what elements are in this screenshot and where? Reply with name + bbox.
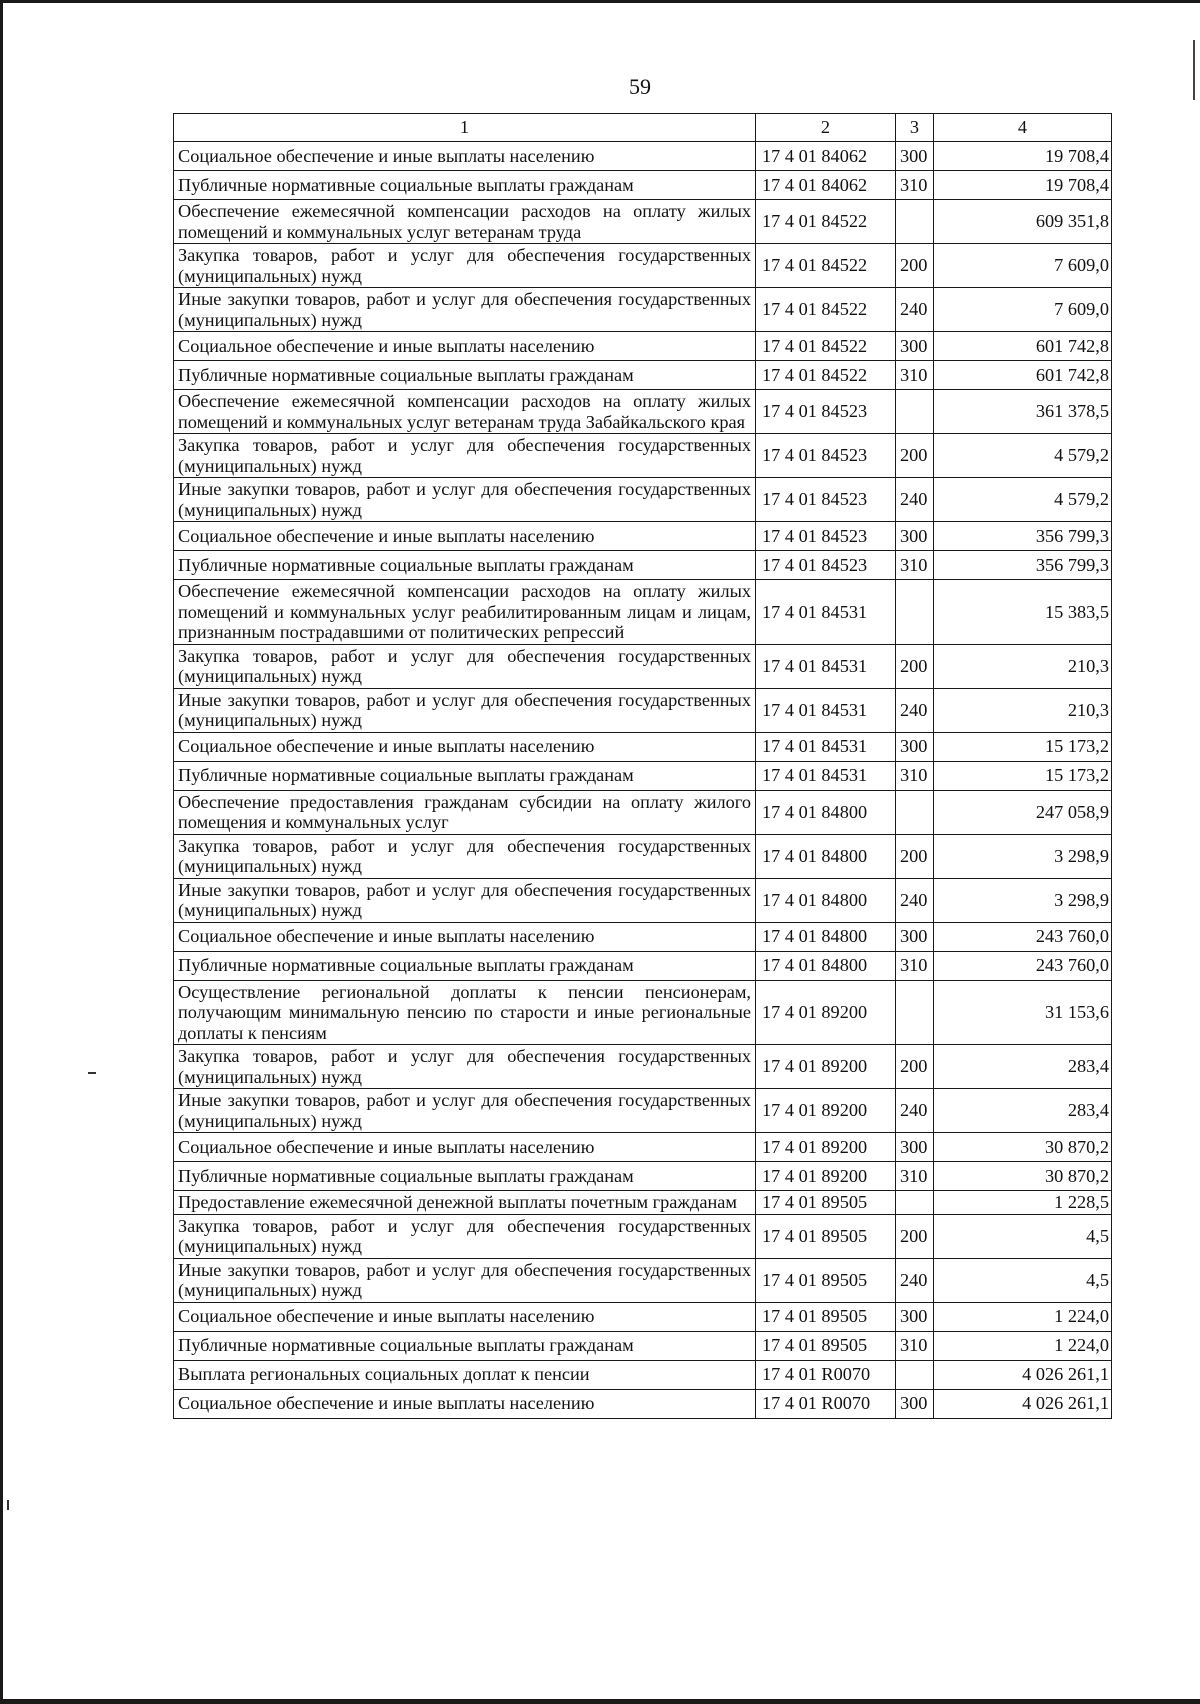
row-type-cell: 300 [896, 922, 934, 951]
row-name-cell: Публичные нормативные социальные выплаты гражданам [174, 361, 756, 390]
row-sum-cell: 210,3 [934, 688, 1112, 732]
row-sum-cell: 601 742,8 [934, 332, 1112, 361]
row-name-cell: Социальное обеспечение и иные выплаты населению [174, 332, 756, 361]
row-code-cell: 17 4 01 84800 [756, 878, 896, 922]
row-name-cell: Публичные нормативные социальные выплаты гражданам [174, 1331, 756, 1360]
row-sum-cell: 609 351,8 [934, 200, 1112, 244]
table-row [174, 200, 1112, 244]
table-row [174, 1162, 1112, 1191]
row-name-cell: Социальное обеспечение и иные выплаты населению [174, 1133, 756, 1162]
row-type-cell: 300 [896, 1133, 934, 1162]
row-sum-cell: 4 579,2 [934, 478, 1112, 522]
row-type-cell: 300 [896, 332, 934, 361]
row-code-cell: 17 4 01 84523 [756, 390, 896, 434]
row-name-cell: Социальное обеспечение и иные выплаты населению [174, 1389, 756, 1418]
row-name-cell: Обеспечение ежемесячной компенсации расходов на оплату жилых помещений и коммунальных услуг ветеранам труда [174, 200, 756, 244]
table-row [174, 288, 1112, 332]
row-sum-cell: 30 870,2 [934, 1133, 1112, 1162]
row-sum-cell: 15 173,2 [934, 732, 1112, 761]
row-code-cell: 17 4 01 84800 [756, 834, 896, 878]
row-sum-cell: 7 609,0 [934, 244, 1112, 288]
table-header [174, 114, 1112, 142]
row-type-cell: 200 [896, 434, 934, 478]
table-row [174, 244, 1112, 288]
table-row [174, 1302, 1112, 1331]
table-row [174, 434, 1112, 478]
row-name-cell: Обеспечение ежемесячной компенсации расходов на оплату жилых помещений и коммунальных услуг реабилитированным лицам и лицам, признанным пострадавшими от политических репрессий [174, 580, 756, 645]
row-sum-cell: 1 224,0 [934, 1302, 1112, 1331]
row-code-cell: 17 4 01 89505 [756, 1302, 896, 1331]
row-code-cell: 17 4 01 R0070 [756, 1389, 896, 1418]
row-type-cell: 310 [896, 171, 934, 200]
row-name-cell: Иные закупки товаров, работ и услуг для обеспечения государственных (муниципальных) нужд [174, 1089, 756, 1133]
row-sum-cell: 4 026 261,1 [934, 1389, 1112, 1418]
row-name-cell: Социальное обеспечение и иные выплаты населению [174, 1302, 756, 1331]
row-type-cell: 310 [896, 1162, 934, 1191]
scan-artifact-mark [7, 1500, 9, 1510]
table-row [174, 688, 1112, 732]
table-row [174, 1089, 1112, 1133]
table-row [174, 361, 1112, 390]
row-name-cell: Иные закупки товаров, работ и услуг для обеспечения государственных (муниципальных) нужд [174, 1258, 756, 1302]
row-sum-cell: 4 026 261,1 [934, 1360, 1112, 1389]
row-code-cell: 17 4 01 84800 [756, 790, 896, 834]
table-row [174, 1389, 1112, 1418]
table-row [174, 1045, 1112, 1089]
row-type-cell: 300 [896, 732, 934, 761]
scan-border-bottom [0, 1699, 1200, 1704]
row-type-cell: 200 [896, 644, 934, 688]
row-code-cell: 17 4 01 89200 [756, 1089, 896, 1133]
table-row [174, 834, 1112, 878]
row-code-cell: 17 4 01 84522 [756, 332, 896, 361]
scan-border-left [0, 0, 3, 1704]
row-type-cell: 200 [896, 834, 934, 878]
table-row [174, 732, 1112, 761]
row-name-cell: Закупка товаров, работ и услуг для обеспечения государственных (муниципальных) нужд [174, 1214, 756, 1258]
table-row [174, 171, 1112, 200]
row-name-cell: Социальное обеспечение и иные выплаты населению [174, 922, 756, 951]
row-type-cell: 200 [896, 244, 934, 288]
row-code-cell: 17 4 01 89505 [756, 1214, 896, 1258]
row-name-cell: Социальное обеспечение и иные выплаты населению [174, 142, 756, 171]
row-type-cell: 240 [896, 878, 934, 922]
row-name-cell: Предоставление ежемесячной денежной выплаты почетным гражданам [174, 1191, 756, 1215]
table-row [174, 551, 1112, 580]
row-code-cell: 17 4 01 84522 [756, 200, 896, 244]
table-row [174, 951, 1112, 980]
row-type-cell [896, 1191, 934, 1215]
table-row [174, 761, 1112, 790]
row-code-cell: 17 4 01 84531 [756, 761, 896, 790]
budget-table [173, 113, 1112, 1419]
row-name-cell: Закупка товаров, работ и услуг для обеспечения государственных (муниципальных) нужд [174, 434, 756, 478]
row-sum-cell: 283,4 [934, 1089, 1112, 1133]
row-type-cell: 310 [896, 1331, 934, 1360]
row-name-cell: Закупка товаров, работ и услуг для обеспечения государственных (муниципальных) нужд [174, 834, 756, 878]
row-sum-cell: 1 228,5 [934, 1191, 1112, 1215]
row-code-cell: 17 4 01 84522 [756, 244, 896, 288]
row-code-cell: 17 4 01 84522 [756, 361, 896, 390]
page-number: 59 [629, 74, 651, 99]
table-row [174, 580, 1112, 645]
row-sum-cell: 601 742,8 [934, 361, 1112, 390]
table-body [174, 142, 1112, 1419]
row-type-cell [896, 580, 934, 645]
row-code-cell: 17 4 01 89505 [756, 1191, 896, 1215]
table-row [174, 522, 1112, 551]
row-type-cell: 240 [896, 688, 934, 732]
row-code-cell: 17 4 01 89200 [756, 980, 896, 1045]
row-code-cell: 17 4 01 89505 [756, 1331, 896, 1360]
table-row [174, 1258, 1112, 1302]
table-row [174, 922, 1112, 951]
row-code-cell: 17 4 01 89200 [756, 1045, 896, 1089]
row-code-cell: 17 4 01 84062 [756, 142, 896, 171]
row-type-cell [896, 980, 934, 1045]
row-name-cell: Закупка товаров, работ и услуг для обеспечения государственных (муниципальных) нужд [174, 244, 756, 288]
row-code-cell: 17 4 01 84062 [756, 171, 896, 200]
row-code-cell: 17 4 01 84800 [756, 922, 896, 951]
row-type-cell: 300 [896, 522, 934, 551]
row-code-cell: 17 4 01 84523 [756, 522, 896, 551]
row-name-cell: Публичные нормативные социальные выплаты гражданам [174, 1162, 756, 1191]
row-name-cell: Иные закупки товаров, работ и услуг для обеспечения государственных (муниципальных) нужд [174, 288, 756, 332]
table-row [174, 980, 1112, 1045]
row-sum-cell: 4,5 [934, 1214, 1112, 1258]
row-name-cell: Обеспечение предоставления гражданам субсидии на оплату жилого помещения и коммунальных услуг [174, 790, 756, 834]
table-row [174, 1191, 1112, 1215]
row-sum-cell: 19 708,4 [934, 171, 1112, 200]
row-type-cell: 310 [896, 951, 934, 980]
row-type-cell: 300 [896, 142, 934, 171]
header-cell-name: 1 [174, 114, 756, 142]
table-row [174, 644, 1112, 688]
table-row [174, 878, 1112, 922]
row-type-cell: 310 [896, 551, 934, 580]
row-code-cell: 17 4 01 84523 [756, 551, 896, 580]
row-name-cell: Выплата региональных социальных доплат к пенсии [174, 1360, 756, 1389]
row-sum-cell: 356 799,3 [934, 522, 1112, 551]
table-row [174, 332, 1112, 361]
row-sum-cell: 210,3 [934, 644, 1112, 688]
table-row [174, 1331, 1112, 1360]
row-type-cell: 240 [896, 288, 934, 332]
row-sum-cell: 3 298,9 [934, 834, 1112, 878]
scan-artifact-mark [88, 1072, 96, 1074]
row-sum-cell: 247 058,9 [934, 790, 1112, 834]
row-name-cell: Иные закупки товаров, работ и услуг для обеспечения государственных (муниципальных) нужд [174, 688, 756, 732]
row-type-cell: 200 [896, 1045, 934, 1089]
row-sum-cell: 361 378,5 [934, 390, 1112, 434]
header-cell-sum: 4 [934, 114, 1112, 142]
row-type-cell: 200 [896, 1214, 934, 1258]
row-sum-cell: 31 153,6 [934, 980, 1112, 1045]
table-row [174, 1133, 1112, 1162]
scan-border-top [0, 0, 1200, 3]
row-name-cell: Осуществление региональной доплаты к пенсии пенсионерам, получающим минимальную пенсию по старости и иные региональные доплаты к пенсиям [174, 980, 756, 1045]
header-row [174, 114, 1112, 142]
row-name-cell: Социальное обеспечение и иные выплаты населению [174, 522, 756, 551]
row-sum-cell: 30 870,2 [934, 1162, 1112, 1191]
row-sum-cell: 3 298,9 [934, 878, 1112, 922]
row-name-cell: Публичные нормативные социальные выплаты гражданам [174, 951, 756, 980]
row-sum-cell: 243 760,0 [934, 951, 1112, 980]
row-code-cell: 17 4 01 84531 [756, 644, 896, 688]
row-sum-cell: 243 760,0 [934, 922, 1112, 951]
row-sum-cell: 1 224,0 [934, 1331, 1112, 1360]
row-sum-cell: 283,4 [934, 1045, 1112, 1089]
row-sum-cell: 4,5 [934, 1258, 1112, 1302]
row-code-cell: 17 4 01 84523 [756, 434, 896, 478]
row-sum-cell: 4 579,2 [934, 434, 1112, 478]
row-type-cell [896, 200, 934, 244]
table-row [174, 390, 1112, 434]
row-type-cell: 310 [896, 361, 934, 390]
row-type-cell [896, 390, 934, 434]
row-name-cell: Закупка товаров, работ и услуг для обеспечения государственных (муниципальных) нужд [174, 644, 756, 688]
table-row [174, 478, 1112, 522]
row-code-cell: 17 4 01 89200 [756, 1133, 896, 1162]
row-code-cell: 17 4 01 84531 [756, 688, 896, 732]
row-name-cell: Закупка товаров, работ и услуг для обеспечения государственных (муниципальных) нужд [174, 1045, 756, 1089]
row-name-cell: Социальное обеспечение и иные выплаты населению [174, 732, 756, 761]
row-type-cell: 300 [896, 1302, 934, 1331]
header-cell-type: 3 [896, 114, 934, 142]
row-code-cell: 17 4 01 84522 [756, 288, 896, 332]
row-code-cell: 17 4 01 89200 [756, 1162, 896, 1191]
table-row [174, 1214, 1112, 1258]
row-code-cell: 17 4 01 84531 [756, 732, 896, 761]
row-sum-cell: 15 173,2 [934, 761, 1112, 790]
row-name-cell: Иные закупки товаров, работ и услуг для обеспечения государственных (муниципальных) нужд [174, 878, 756, 922]
row-name-cell: Публичные нормативные социальные выплаты гражданам [174, 551, 756, 580]
row-type-cell: 300 [896, 1389, 934, 1418]
row-type-cell [896, 790, 934, 834]
row-sum-cell: 356 799,3 [934, 551, 1112, 580]
row-code-cell: 17 4 01 84800 [756, 951, 896, 980]
row-type-cell: 240 [896, 1258, 934, 1302]
table-row [174, 1360, 1112, 1389]
header-cell-code: 2 [756, 114, 896, 142]
row-code-cell: 17 4 01 84531 [756, 580, 896, 645]
row-type-cell: 240 [896, 478, 934, 522]
row-sum-cell: 19 708,4 [934, 142, 1112, 171]
row-name-cell: Иные закупки товаров, работ и услуг для обеспечения государственных (муниципальных) нужд [174, 478, 756, 522]
row-name-cell: Обеспечение ежемесячной компенсации расходов на оплату жилых помещений и коммунальных услуг ветеранам труда Забайкальского края [174, 390, 756, 434]
row-name-cell: Публичные нормативные социальные выплаты гражданам [174, 761, 756, 790]
row-code-cell: 17 4 01 89505 [756, 1258, 896, 1302]
row-sum-cell: 7 609,0 [934, 288, 1112, 332]
row-type-cell [896, 1360, 934, 1389]
table-row [174, 790, 1112, 834]
row-name-cell: Публичные нормативные социальные выплаты гражданам [174, 171, 756, 200]
table-row [174, 142, 1112, 171]
row-sum-cell: 15 383,5 [934, 580, 1112, 645]
row-type-cell: 310 [896, 761, 934, 790]
row-type-cell: 240 [896, 1089, 934, 1133]
row-code-cell: 17 4 01 84523 [756, 478, 896, 522]
row-code-cell: 17 4 01 R0070 [756, 1360, 896, 1389]
